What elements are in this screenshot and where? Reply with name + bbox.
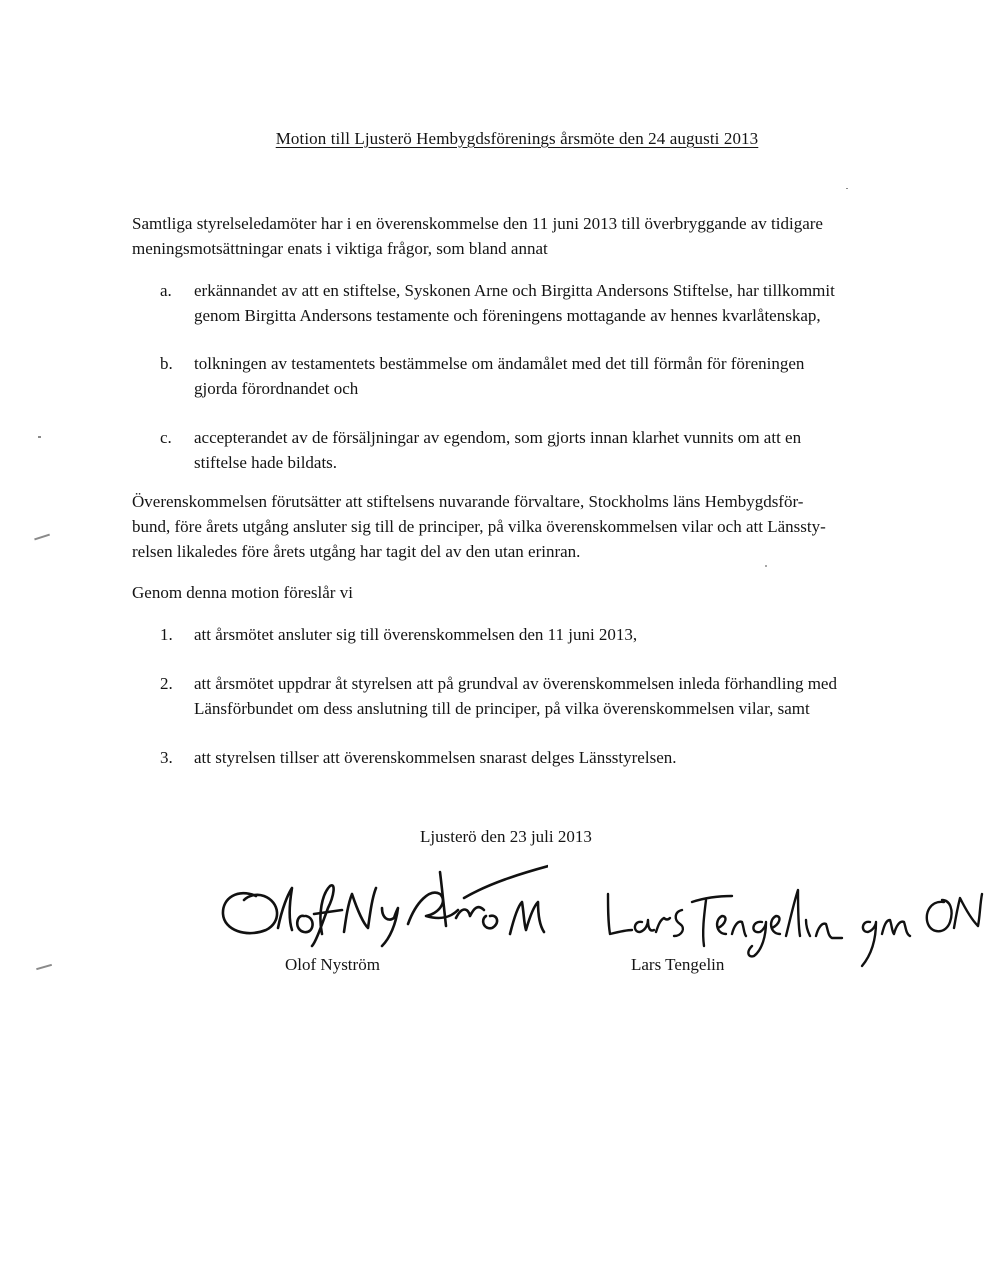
list-item-text xyxy=(194,671,914,721)
list-item-text xyxy=(194,278,914,328)
list-marker: 3. xyxy=(160,748,173,767)
text-line: relsen likaledes före årets utgång har tagit del av den utan erinran. xyxy=(132,542,581,561)
text-line: tolkningen av testamentets bestämmelse om ändamålet med det till förmån för föreningen xyxy=(194,354,805,373)
place-and-date: Ljusterö den 23 juli 2013 xyxy=(420,827,592,846)
text-line: accepterandet av de försäljningar av egendom, som gjorts innan klarhet vunnits om att en xyxy=(194,428,802,447)
signature-olof-nystrom xyxy=(218,858,548,948)
list-marker: a. xyxy=(160,281,172,300)
list-marker: 2. xyxy=(160,674,173,693)
list-item-text xyxy=(194,351,914,401)
text-line: stiftelse hade bildats. xyxy=(194,453,338,472)
signer-name-2 xyxy=(631,955,724,975)
signer-name-text: Lars Tengelin xyxy=(631,955,725,974)
scan-mark xyxy=(36,964,52,970)
list-marker: 1. xyxy=(160,625,173,644)
text-line: Överenskommelsen förutsätter att stiftelsens nuvarande förvaltare, Stockholms läns Hembygdsför- xyxy=(132,492,804,511)
text-line: att årsmötet uppdrar åt styrelsen att på grundval av överenskommelsen inleda förhandling med xyxy=(194,674,837,693)
scan-mark xyxy=(846,188,848,189)
list-item-c xyxy=(160,425,920,475)
text-line: erkännandet av att en stiftelse, Syskonen Arne och Birgitta Andersons Stiftelse, har tillkommit xyxy=(194,281,835,300)
intro-paragraph: Samtliga styrelseledamöter har i en överenskommelse den 11 juni 2013 till överbryggande av tidigare meningsmotsättningar enats i viktiga frågor, som bland annat xyxy=(132,214,823,258)
text-line: bund, före årets utgång ansluter sig till de principer, på vilka överenskommelsen vilar och att Länssty- xyxy=(132,517,826,536)
list-item-1 xyxy=(160,622,920,647)
text-line: att styrelsen tillser att överenskommelsen snarast delges Länsstyrelsen. xyxy=(194,748,677,767)
scan-mark xyxy=(34,534,50,540)
signer-name-text: Olof Nyström xyxy=(285,955,380,974)
document-title: Motion till Ljusterö Hembygdsförenings årsmöte den 24 augusti 2013 xyxy=(275,129,759,148)
list-item-3 xyxy=(160,745,920,770)
list-item-text xyxy=(194,745,914,770)
signer-name-1 xyxy=(285,955,380,975)
list-item-text xyxy=(194,425,914,475)
proposal-intro: Genom denna motion föreslår vi xyxy=(132,583,353,602)
list-item-b xyxy=(160,351,920,401)
list-item-text xyxy=(194,622,914,647)
text-line: gjorda förordnandet och xyxy=(194,379,359,398)
list-marker: b. xyxy=(160,354,173,373)
text-line: genom Birgitta Andersons testamente och föreningens mottagande av hennes kvarlåtenskap, xyxy=(194,306,821,325)
scan-mark xyxy=(38,436,41,438)
text-line: Länsförbundet om dess anslutning till de principer, på vilka överenskommelsen vilar, samt xyxy=(194,699,810,718)
text-line: att årsmötet ansluter sig till överenskommelsen den 11 juni 2013, xyxy=(194,625,638,644)
conditions-paragraph xyxy=(132,489,922,564)
list-item-2 xyxy=(160,671,920,721)
list-marker: c. xyxy=(160,428,172,447)
scan-mark xyxy=(765,565,767,567)
list-item-a xyxy=(160,278,920,328)
